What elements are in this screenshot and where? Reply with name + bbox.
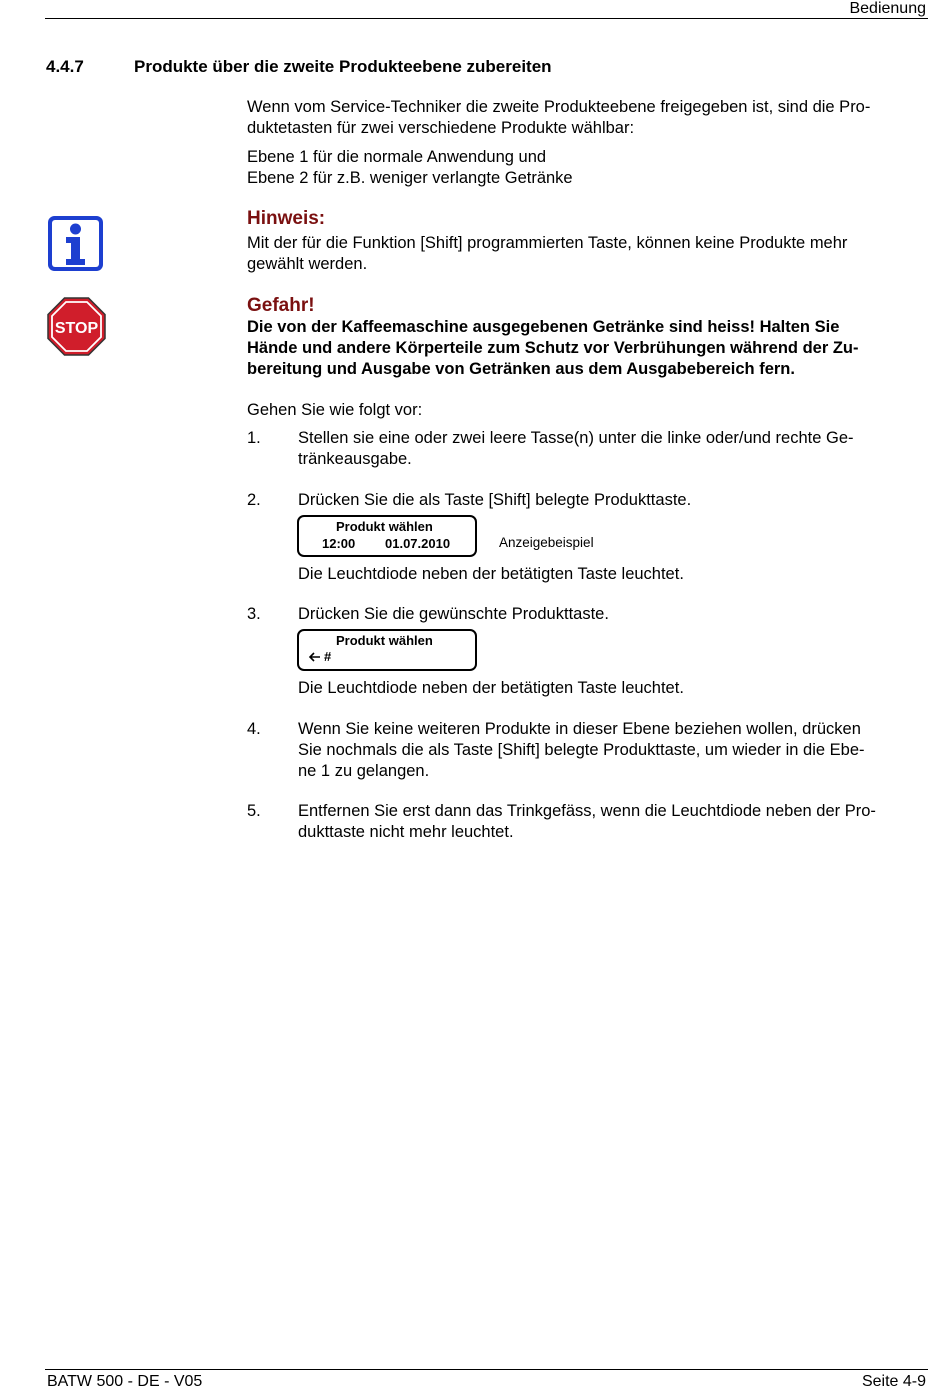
- section-title: Produkte über die zweite Produkteebene zubereiten: [134, 57, 552, 76]
- step-3-number: 3.: [247, 605, 261, 623]
- step-1-line-2: tränkeausgabe.: [298, 450, 412, 468]
- step-3-after: Die Leuchtdiode neben der betätigten Taste leuchtet.: [298, 679, 684, 697]
- display-1-date: 01.07.2010: [385, 536, 451, 551]
- display-caption: Anzeigebeispiel: [499, 535, 594, 550]
- display-example-1: [297, 515, 477, 557]
- procedure-intro: Gehen Sie wie folgt vor:: [247, 401, 423, 419]
- header-section-name: Bedienung: [849, 0, 926, 17]
- arrow-left-icon: [308, 649, 321, 665]
- step-4-line-2: Sie nochmals die als Taste [Shift] belegte Produkttaste, um wieder in die Ebe-: [298, 741, 865, 759]
- danger-heading: Gefahr!: [247, 295, 315, 316]
- step-1-line-1: Stellen sie eine oder zwei leere Tasse(n) unter die linke oder/und rechte Ge-: [298, 429, 854, 447]
- display-1-line-1: Produkt wählen: [336, 519, 433, 534]
- danger-line-1: Die von der Kaffeemaschine ausgegebenen Getränke sind heiss! Halten Sie: [247, 318, 840, 336]
- display-2-line-1: Produkt wählen: [336, 633, 433, 648]
- info-icon: [47, 215, 104, 272]
- intro-level-1: Ebene 1 für die normale Anwendung und: [247, 148, 547, 166]
- step-3-line-1: Drücken Sie die gewünschte Produkttaste.: [298, 605, 609, 623]
- hint-line-1: Mit der für die Funktion [Shift] programmierten Taste, können keine Produkte mehr: [247, 234, 848, 252]
- footer-doc-id: BATW 500 - DE - V05: [47, 1373, 203, 1390]
- step-5-line-2: dukttaste nicht mehr leuchtet.: [298, 823, 514, 841]
- step-5-number: 5.: [247, 802, 261, 820]
- step-4-number: 4.: [247, 720, 261, 738]
- step-4-line-1: Wenn Sie keine weiteren Produkte in dieser Ebene beziehen wollen, drücken: [298, 720, 861, 738]
- danger-line-3: bereitung und Ausgabe von Getränken aus dem Ausgabebereich fern.: [247, 360, 795, 378]
- step-4-line-3: ne 1 zu gelangen.: [298, 762, 430, 780]
- step-2-line-1: Drücken Sie die als Taste [Shift] belegte Produkttaste.: [298, 491, 692, 509]
- hint-line-2: gewählt werden.: [247, 255, 368, 273]
- step-5-line-1: Entfernen Sie erst dann das Trinkgefäss, wenn die Leuchtdiode neben der Pro-: [298, 802, 876, 820]
- intro-level-2: Ebene 2 für z.B. weniger verlangte Getränke: [247, 169, 573, 187]
- stop-sign-label: STOP: [54, 320, 99, 337]
- step-2-after: Die Leuchtdiode neben der betätigten Taste leuchtet.: [298, 565, 684, 583]
- step-2-number: 2.: [247, 491, 261, 509]
- display-1-time: 12:00: [322, 536, 356, 551]
- step-1-number: 1.: [247, 429, 261, 447]
- display-2-line-2: #: [324, 649, 332, 664]
- hint-heading: Hinweis:: [247, 208, 326, 229]
- danger-line-2: Hände und andere Körperteile zum Schutz vor Verbrühungen während der Zu-: [247, 339, 859, 357]
- footer-rule: [45, 1369, 928, 1370]
- intro-line-2: duktetasten für zwei verschiedene Produkte wählbar:: [247, 119, 635, 137]
- footer-page-number: Seite 4-9: [861, 1373, 926, 1390]
- intro-line-1: Wenn vom Service-Techniker die zweite Produkteebene freigegeben ist, sind die Pro-: [247, 98, 871, 116]
- section-number: 4.4.7: [46, 57, 84, 76]
- display-example-2: [297, 629, 477, 671]
- header-rule: [45, 18, 928, 19]
- stop-sign-icon: [47, 297, 106, 356]
